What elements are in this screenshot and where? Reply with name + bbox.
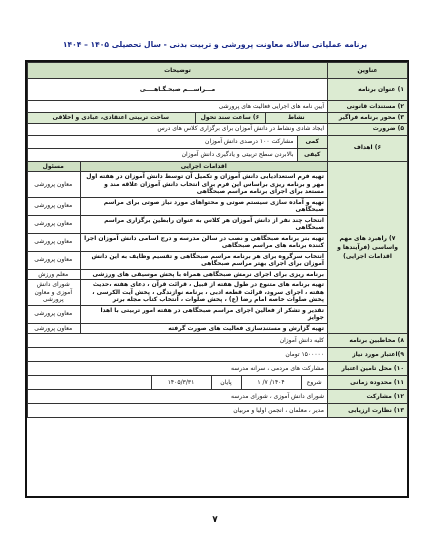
page-title: برنامه عملیاتی سالانه معاونت پرورشی و تربیت بدنی - سال تحصیلی ۱۴۰۵ – ۱۴۰۴ [62, 40, 368, 49]
action-text: تهیه و آماده سازی سیستم صوتی و محتواهای مورد نیاز صوتی برای مراسم صبحگاهی [80, 197, 327, 215]
goals-quant-label: کمی [297, 136, 327, 149]
action-row [28, 215, 328, 233]
label-necessity: ۵) ضرورت [328, 123, 408, 135]
row-axis [28, 113, 408, 124]
label-timeframe: ۱۱) محدوده زمانی [328, 376, 408, 390]
axis-area: ساحت تربیتی اعتقادی، عبادی و اخلاقی [28, 113, 196, 123]
row-budget [28, 348, 408, 362]
legal-value: آیین نامه های اجرایی فعالیت های پرورشی [28, 101, 328, 113]
row-supervision [28, 404, 408, 418]
row-participation [28, 390, 408, 404]
action-text: تهیه بنر برنامه صبحگاهی و نصب در سالن مدرسه و درج اسامی دانش آموزان اجرا کننده برنامه های مراسم صبحگاهی [80, 233, 327, 251]
action-row [28, 305, 328, 323]
start-label: شروع [301, 376, 327, 389]
participation-value: شورای دانش آموزی ، شورای مدرسه [28, 390, 328, 404]
action-responsible: معلم ورزش [28, 269, 81, 280]
label-strategies: ۷) راهبرد های مهم واساسی (فرآیندها و اقدامات اجرایی) [328, 161, 408, 334]
action-text: تقدیر و تشکر از فعالین اجرای مراسم صبحگاهی در هفته امور تربیتی با اهدا جوایز [80, 305, 327, 323]
row-strategies [28, 161, 408, 334]
action-text: تهیه برنامه های متنوع در طول هفته از قبیل ، قرائت قرآن ، دعای هفته ،حدیث هفته ، اجرای سرود، قرائت قطعه ادبی ، برنامه نوازندگی ، پخش آیت الکرسی ، پخش صلوات خاصه امام رضا (ع) ، پخش صلوات ، انتخاب کتاب مجله برتر [80, 280, 327, 306]
row-timeframe [28, 376, 408, 390]
timeframe-inner [28, 376, 328, 389]
label-goals: ۶) اهداف [328, 135, 408, 161]
label-audience: ۸) مخاطبین برنامه [328, 334, 408, 348]
row-funding [28, 362, 408, 376]
label-legal: ۲) مستندات قانونی [328, 101, 408, 113]
action-responsible: معاون پرورشی [28, 215, 81, 233]
header-descriptions: توضیحات [28, 63, 328, 79]
supervision-value: مدیر ، معلمان ، انجمن اولیا و مربیان [28, 404, 328, 418]
label-budget: ۹)اعتبار مورد نیاز [328, 348, 408, 362]
goals-inner [28, 136, 328, 161]
program-table [27, 62, 408, 418]
actions-header: اقدامات اجرایی [80, 162, 327, 172]
axis-type: نشاط [265, 113, 327, 123]
label-participation: ۱۲) مشارکت [328, 390, 408, 404]
label-axis: ۳) محور برنامه فراگیر [328, 113, 408, 124]
start-date: ۱۴۰۴/ ۷/ ۱ [241, 376, 301, 389]
header-row [28, 63, 408, 79]
row-necessity [28, 123, 408, 135]
action-row [28, 197, 328, 215]
action-text: تهیه گزارش و مستندسازی فعالیت های صورت گرفته [80, 323, 327, 333]
action-row [28, 233, 328, 251]
action-responsible: معاون پرورشی [28, 172, 81, 198]
action-responsible: شورای دانش آموزی و معاون پرورشی [28, 280, 81, 306]
header-titles: عناوین [328, 63, 408, 79]
action-responsible: معاون پرورشی [28, 323, 81, 333]
action-responsible: معاون پرورشی [28, 197, 81, 215]
row-goals [28, 135, 408, 161]
action-responsible: معاون پرورشی [28, 305, 81, 323]
audience-value: کلیه دانش آموزان [28, 334, 328, 348]
action-row [28, 280, 328, 306]
action-row [28, 269, 328, 280]
goals-qual-value: بالابردن سطح تربیتی و یادگیری دانش آموزان [28, 148, 298, 161]
label-supervision: ۱۳) نظارت ارزیابی [328, 404, 408, 418]
responsible-header: مسئول [28, 162, 81, 172]
funding-value: مشارکت های مردمی ، سرانه مدرسه [28, 362, 328, 376]
end-label: پایان [211, 376, 241, 389]
budget-value: ۱۵۰۰۰۰۰ تومان [28, 348, 328, 362]
goals-qual-label: کیفی [297, 148, 327, 161]
action-row [28, 251, 328, 269]
program-name: مـــراســـم صبحـگـاهــــی [28, 79, 328, 101]
axis-hours: ۶) ساعت سند تحول [195, 113, 265, 123]
action-row [28, 323, 328, 333]
action-text: انتخاب چند نفر از دانش آموزان هر کلاس به عنوان رابطین برگزاری مراسم صبحگاهی [80, 215, 327, 233]
end-date: ۱۴۰۵/۳/۳۱ [151, 376, 211, 389]
action-responsible: معاون پرورشی [28, 251, 81, 269]
label-funding: ۱۰) محل تامین اعتبار [328, 362, 408, 376]
goals-quant-value: مشارکت ۱۰۰ درصدی دانش آموزان [28, 136, 298, 149]
action-row [28, 172, 328, 198]
action-responsible: معاون پرورشی [28, 233, 81, 251]
row-program-title [28, 79, 408, 101]
row-audience [28, 334, 408, 348]
strategies-inner [28, 162, 328, 334]
row-legal [28, 101, 408, 113]
page-number: ۷ [212, 515, 218, 525]
axis-inner [28, 113, 328, 123]
label-program-title: ۱) عنوان برنامه [328, 79, 408, 101]
action-text: برنامه ریزی برای اجرای نرمش صبحگاهی همراه با پخش موسیقی های ورزشی [80, 269, 327, 280]
action-text: انتخاب سرگروه برای هر برنامه مراسم صبحگاهی و تقسیم وظایف به این دانش آموزان برای اجرای بهتر مراسم صبحگاهی [80, 251, 327, 269]
necessity-value: ایجاد شادی ونشاط در دانش آموزان برای برگزاری کلاس های درس [28, 123, 328, 135]
action-text: تهیه فرم استعدادیابی دانش آموزان و تکمیل آن توسط دانش آموزان در هفته اول مهر و برنامه ریزی براساس این فرم برای انتخاب دانش آموزان علاقه مند و مستعد برای اجرای برنامه مراسم صبحگاهی [80, 172, 327, 198]
